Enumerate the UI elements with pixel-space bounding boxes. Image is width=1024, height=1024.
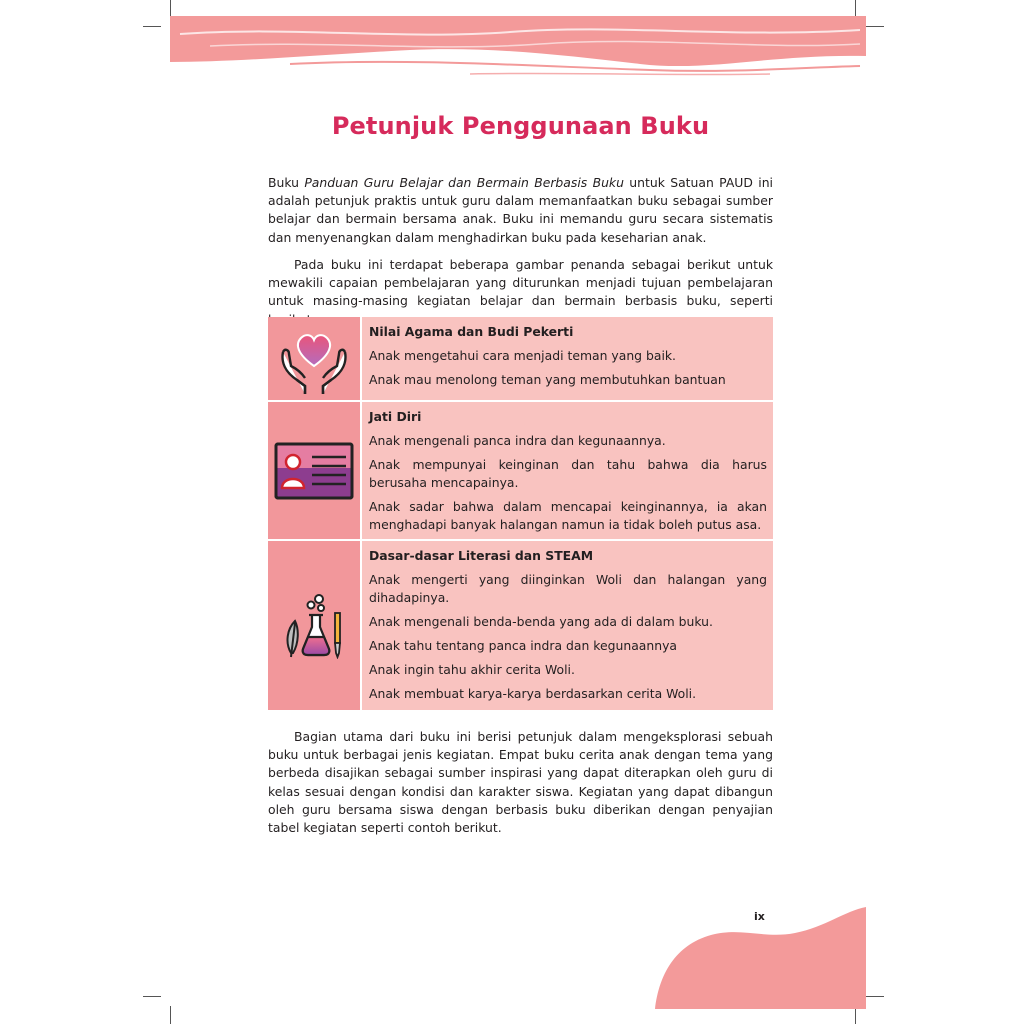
page-number: ix (754, 910, 765, 923)
outro-paragraph: Bagian utama dari buku ini berisi petunjuk dalam mengeksplorasi sebuah buku untuk berbagai jenis kegiatan. Empat buku cerita anak dengan tema yang berbeda disajikan sebagai sumber inspirasi yang dapat diterapkan oleh guru di kelas sesuai dengan kondisi dan karakter siswa. Kegiatan yang dapat dibangun oleh guru bersama siswa dengan berbasis buku diberikan dengan penyajian tabel kegiatan seperti contoh berikut. (268, 729, 773, 836)
header-wave-decoration (170, 16, 866, 78)
icon-cell (268, 402, 362, 539)
outcome-item: Anak sadar bahwa dalam mencapai keinginannya, ia akan menghadapi banyak halangan namun ia tidak boleh putus asa. (369, 499, 767, 532)
outcome-text-cell (362, 402, 773, 539)
crop-mark (866, 26, 884, 27)
table-row (268, 317, 773, 400)
outcome-heading: Nilai Agama dan Budi Pekerti (369, 324, 574, 339)
quill-flask-brush-icon (283, 593, 345, 659)
outcome-item: Anak membuat karya-karya berdasarkan cerita Woli. (369, 686, 697, 701)
icon-cell (268, 541, 362, 710)
outcome-item: Anak mengerti yang diinginkan Woli dan halangan yang dihadapinya. (369, 572, 767, 605)
id-card-icon (274, 442, 354, 500)
crop-mark (143, 996, 161, 997)
outcome-item: Anak mengenali panca indra dan kegunaannya. (369, 433, 666, 448)
outcome-heading: Jati Diri (369, 409, 422, 424)
outcome-item: Anak mengetahui cara menjadi teman yang baik. (369, 348, 677, 363)
crop-mark (170, 1006, 171, 1024)
outcome-text-cell (362, 317, 773, 400)
intro-paragraph-2: Pada buku ini terdapat beberapa gambar penanda sebagai berikut untuk mewakili capaian pembelajaran yang diturunkan menjadi tujuan pembelajaran untuk masing-masing kegiatan belajar dan bermain berbasis buku, seperti (268, 257, 773, 309)
page-title: Petunjuk Penggunaan Buku (331, 112, 710, 140)
table-row (268, 541, 773, 710)
icon-cell (268, 317, 362, 400)
heart-hands-icon (275, 322, 353, 396)
crop-mark (866, 996, 884, 997)
outcome-item: Anak tahu tentang panca indra dan kegunaannya (369, 638, 678, 653)
table-row (268, 402, 773, 539)
outcome-item: Anak ingin tahu akhir cerita Woli. (369, 662, 575, 677)
crop-mark (143, 26, 161, 27)
outcome-text-cell (362, 541, 773, 710)
intro-paragraph-1: Buku Panduan Guru Belajar dan Bermain Berbasis Buku untuk Satuan PAUD ini adalah petunjuk praktis untuk guru dalam memanfaatkan buku sebagai sumber belajar dan bermain bersama anak. Buku ini memandu guru secara sistematis dan menyenangkan dalam menghadirkan buku pada keseharian anak. (268, 175, 773, 245)
outcome-item: Anak mau menolong teman yang membutuhkan bantuan (369, 372, 726, 387)
outcome-item: Anak mengenali benda-benda yang ada di dalam buku. (369, 614, 713, 629)
outcome-heading: Dasar-dasar Literasi dan STEAM (369, 548, 594, 563)
outcome-item: Anak mempunyai keinginan dan tahu bahwa dia harus berusaha mencapainya. (369, 457, 767, 490)
